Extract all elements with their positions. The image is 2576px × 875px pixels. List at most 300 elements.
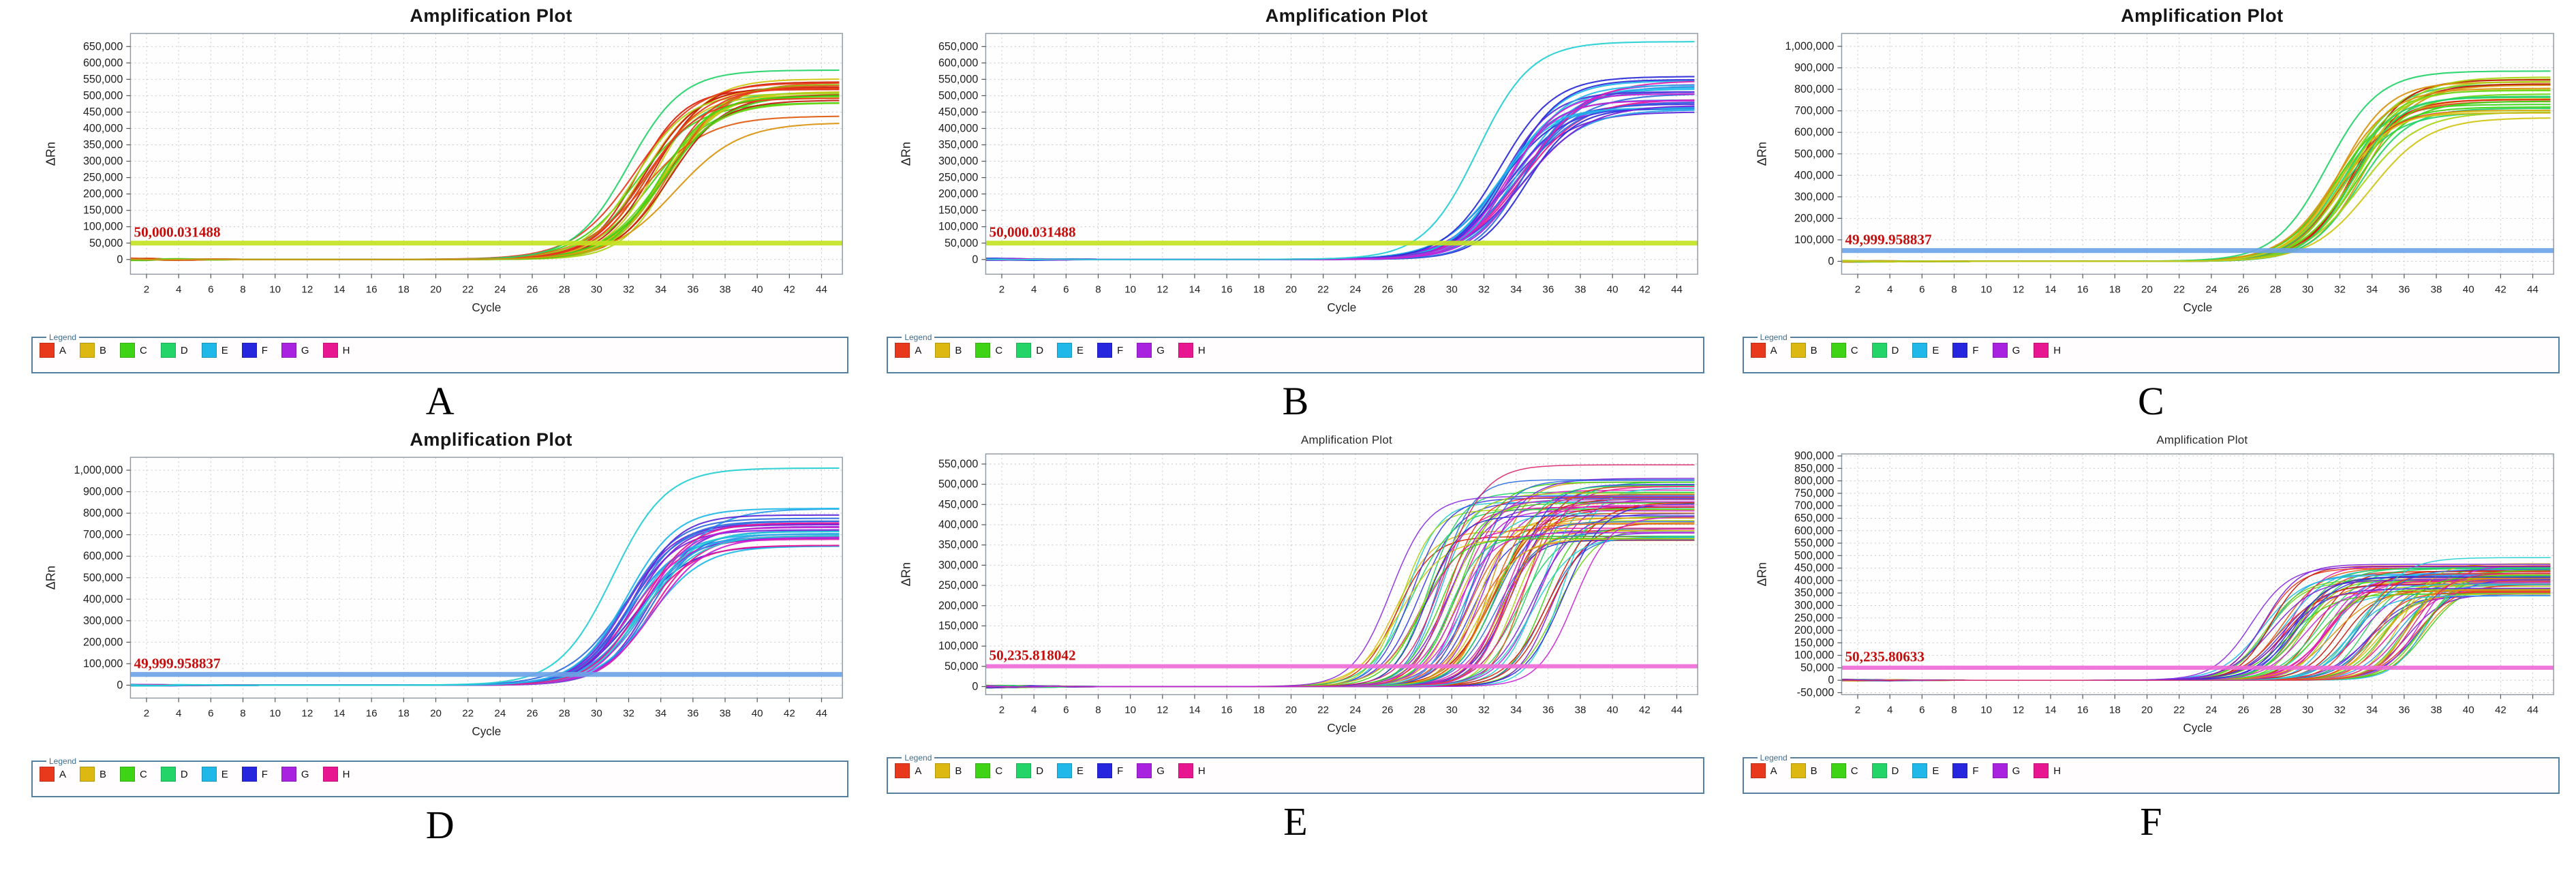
panel-label: C xyxy=(2137,379,2164,424)
y-tick-label: 600,000 xyxy=(1794,126,1834,139)
legend-entry xyxy=(935,763,962,778)
legend-entry xyxy=(1912,343,1939,358)
legend-items xyxy=(40,343,840,358)
y-axis-label: ΔRn xyxy=(899,562,913,587)
threshold-value-label: 49,999.958837 xyxy=(134,655,221,672)
x-tick-label: 38 xyxy=(719,283,731,296)
y-tick-label: 100,000 xyxy=(82,220,123,233)
y-tick-label: 700,000 xyxy=(1794,500,1834,512)
y-axis-label: ΔRn xyxy=(44,566,58,590)
legend-entry xyxy=(161,767,188,782)
legend-color-swatch xyxy=(1137,763,1152,778)
legend-entry-label: A xyxy=(1770,344,1777,356)
x-tick-label: 26 xyxy=(526,707,538,720)
legend-color-swatch xyxy=(935,343,950,358)
legend-entry xyxy=(1912,763,1939,778)
y-tick-label: 150,000 xyxy=(938,619,979,632)
x-tick-label: 12 xyxy=(301,707,313,720)
y-tick-label: 200,000 xyxy=(1794,624,1834,637)
legend-entry xyxy=(40,343,66,358)
legend-color-swatch xyxy=(323,767,338,782)
legend-color-swatch xyxy=(1137,343,1152,358)
panel-label: A xyxy=(425,379,455,424)
y-tick-label: 650,000 xyxy=(82,40,123,53)
legend-color-swatch xyxy=(1993,343,2008,358)
legend-color-swatch xyxy=(120,343,135,358)
qpcr-panel-f xyxy=(1738,427,2564,849)
legend-entry-label: H xyxy=(2053,344,2061,356)
chart-title: Amplification Plot xyxy=(410,429,572,450)
x-tick-label: 8 xyxy=(1095,283,1102,296)
legend-items xyxy=(1751,763,2551,778)
legend-entry xyxy=(1872,763,1899,778)
legend-color-swatch xyxy=(202,767,217,782)
x-tick-label: 32 xyxy=(2333,704,2346,716)
legend-color-swatch xyxy=(935,763,950,778)
y-tick-label: 900,000 xyxy=(1794,61,1834,74)
y-tick-label: 350,000 xyxy=(938,538,979,551)
legend-entry-label: E xyxy=(1932,765,1939,777)
chart-title: Amplification Plot xyxy=(2121,5,2284,26)
x-tick-label: 22 xyxy=(462,707,474,720)
x-tick-label: 12 xyxy=(1156,283,1169,296)
y-tick-label: 900,000 xyxy=(82,485,123,498)
x-tick-label: 16 xyxy=(365,283,378,296)
legend-entry xyxy=(1952,343,1978,358)
x-tick-label: 38 xyxy=(1574,704,1586,716)
legend-entry xyxy=(281,767,309,782)
legend-title: Legend xyxy=(49,333,77,343)
x-tick-label: 36 xyxy=(2398,704,2410,716)
legend-entry-label: H xyxy=(342,344,350,356)
panel-label: F xyxy=(2140,799,2162,844)
x-tick-label: 14 xyxy=(333,283,346,296)
legend-box xyxy=(887,753,1704,794)
y-tick-label: 450,000 xyxy=(938,498,979,511)
legend-entry-label: A xyxy=(59,768,67,780)
x-tick-label: 24 xyxy=(1349,704,1362,716)
y-tick-label: 300,000 xyxy=(82,615,123,628)
x-tick-label: 32 xyxy=(623,283,634,296)
amplification-chart xyxy=(1738,447,2564,753)
y-tick-label: 550,000 xyxy=(938,458,979,471)
y-tick-label: 0 xyxy=(117,253,123,266)
y-tick-label: 250,000 xyxy=(82,171,123,184)
qpcr-panel-d xyxy=(27,427,853,849)
x-tick-label: 6 xyxy=(1063,283,1069,296)
x-tick-label: 6 xyxy=(208,707,214,720)
x-tick-label: 40 xyxy=(751,283,763,296)
x-tick-label: 20 xyxy=(2141,704,2153,716)
legend-color-swatch xyxy=(161,343,176,358)
y-tick-label: 350,000 xyxy=(82,138,123,151)
x-tick-label: 26 xyxy=(1381,704,1394,716)
y-tick-label: 550,000 xyxy=(82,73,123,86)
threshold-value-label: 49,999.958837 xyxy=(1845,231,1932,248)
legend-color-swatch xyxy=(2034,343,2049,358)
y-tick-label: 500,000 xyxy=(82,571,123,584)
legend-entry xyxy=(1057,343,1084,358)
x-tick-label: 22 xyxy=(1317,704,1330,716)
legend-entry-label: G xyxy=(301,344,309,356)
y-tick-label: 750,000 xyxy=(1794,487,1834,500)
legend-entry xyxy=(1831,763,1858,778)
x-tick-label: 6 xyxy=(1918,704,1925,716)
chart-title: Amplification Plot xyxy=(1265,5,1428,26)
x-tick-label: 4 xyxy=(1886,704,1893,716)
x-axis-label: Cycle xyxy=(472,724,502,739)
x-tick-label: 2 xyxy=(143,707,150,720)
legend-entry xyxy=(1993,763,2021,778)
threshold-value-label: 50,235.818042 xyxy=(989,647,1076,664)
legend-entry-label: G xyxy=(2012,765,2021,777)
legend-entry xyxy=(1137,763,1165,778)
x-tick-label: 12 xyxy=(2012,704,2024,716)
y-axis-label: ΔRn xyxy=(44,142,58,166)
legend-entry-label: D xyxy=(1891,765,1899,777)
x-tick-label: 24 xyxy=(2205,283,2217,296)
legend-color-swatch xyxy=(120,767,135,782)
legend-color-swatch xyxy=(1057,763,1072,778)
legend-color-swatch xyxy=(202,343,217,358)
legend-box xyxy=(1743,753,2560,794)
legend-entry-label: C xyxy=(995,344,1003,356)
y-tick-label: 500,000 xyxy=(82,89,123,102)
legend-color-swatch xyxy=(1178,343,1193,358)
legend-entry-label: E xyxy=(1077,765,1084,777)
legend-entry xyxy=(1097,763,1123,778)
chart-title: Amplification Plot xyxy=(410,5,572,26)
panel-label: E xyxy=(1283,799,1308,844)
x-tick-label: 20 xyxy=(1285,704,1298,716)
y-tick-label: 800,000 xyxy=(1794,474,1834,487)
legend-entry-label: F xyxy=(1972,765,1979,777)
legend-entry xyxy=(1097,343,1123,358)
x-tick-label: 24 xyxy=(494,283,506,296)
x-tick-label: 10 xyxy=(269,283,281,296)
x-axis-label: Cycle xyxy=(2183,721,2212,735)
legend-box xyxy=(31,756,848,797)
y-tick-label: 500,000 xyxy=(938,89,979,102)
x-tick-label: 42 xyxy=(783,707,795,720)
x-tick-label: 28 xyxy=(1414,704,1426,716)
x-axis-label: Cycle xyxy=(1327,721,1357,735)
legend-title: Legend xyxy=(1760,333,1788,343)
x-tick-label: 32 xyxy=(623,707,634,720)
legend-color-swatch xyxy=(40,767,55,782)
y-tick-label: 0 xyxy=(1827,674,1834,687)
legend-entry-label: B xyxy=(1810,765,1818,777)
amplification-plot-svg xyxy=(27,450,853,756)
x-tick-label: 30 xyxy=(2301,283,2314,296)
legend-entry-label: G xyxy=(1156,765,1165,777)
x-tick-label: 34 xyxy=(655,283,667,296)
x-tick-label: 2 xyxy=(1854,704,1860,716)
legend-entry-label: A xyxy=(59,344,67,356)
y-tick-label: 1,000,000 xyxy=(74,464,123,477)
legend-color-swatch xyxy=(1016,343,1031,358)
x-tick-label: 44 xyxy=(816,707,827,720)
amplification-plot-svg xyxy=(1738,447,2564,753)
legend-color-swatch xyxy=(80,767,95,782)
y-tick-label: 450,000 xyxy=(938,106,979,119)
x-tick-label: 28 xyxy=(2269,283,2282,296)
amplification-chart xyxy=(27,450,853,756)
legend-entry-label: F xyxy=(1117,344,1124,356)
legend-entry xyxy=(1831,343,1858,358)
legend-entry-label: H xyxy=(2053,765,2061,777)
x-tick-label: 42 xyxy=(1639,283,1651,296)
legend-entry xyxy=(1178,763,1206,778)
x-tick-label: 16 xyxy=(365,707,378,720)
x-tick-label: 28 xyxy=(1414,283,1426,296)
legend-entry-label: B xyxy=(955,765,962,777)
x-tick-label: 26 xyxy=(1381,283,1394,296)
legend-entry xyxy=(1952,763,1978,778)
x-tick-label: 14 xyxy=(2044,704,2057,716)
legend-entry-label: F xyxy=(261,344,268,356)
x-tick-label: 40 xyxy=(2462,704,2474,716)
legend-items xyxy=(40,767,840,782)
y-tick-label: 400,000 xyxy=(938,519,979,532)
legend-entry-label: F xyxy=(1117,765,1124,777)
legend-color-swatch xyxy=(242,343,257,358)
legend-entry-label: D xyxy=(1036,765,1044,777)
legend-color-swatch xyxy=(40,343,55,358)
y-tick-label: 100,000 xyxy=(82,658,123,671)
legend-entry-label: C xyxy=(140,768,147,780)
y-tick-label: 700,000 xyxy=(1794,104,1834,117)
x-tick-label: 4 xyxy=(175,707,182,720)
threshold-value-label: 50,000.031488 xyxy=(134,224,221,241)
x-tick-label: 10 xyxy=(1980,283,1992,296)
y-tick-label: 500,000 xyxy=(1794,549,1834,562)
legend-title: Legend xyxy=(904,333,932,343)
legend-entry-label: H xyxy=(342,768,350,780)
y-tick-label: 300,000 xyxy=(938,155,979,168)
y-tick-label: 50,000 xyxy=(1800,662,1834,675)
legend-entry xyxy=(80,767,106,782)
legend-entry-label: E xyxy=(1077,344,1084,356)
x-tick-label: 44 xyxy=(1671,283,1683,296)
x-tick-label: 44 xyxy=(816,283,827,296)
y-tick-label: 300,000 xyxy=(1794,599,1834,612)
legend-entry xyxy=(1751,343,1777,358)
x-tick-label: 14 xyxy=(333,707,346,720)
legend-entry-label: D xyxy=(1036,344,1044,356)
legend-entry xyxy=(1872,343,1899,358)
x-tick-label: 4 xyxy=(1886,283,1893,296)
legend-entry-label: B xyxy=(955,344,962,356)
x-tick-label: 38 xyxy=(2430,704,2442,716)
y-tick-label: 50,000 xyxy=(945,236,979,249)
legend-color-swatch xyxy=(1178,763,1193,778)
legend-entry xyxy=(40,767,66,782)
x-tick-label: 10 xyxy=(269,707,281,720)
legend-color-swatch xyxy=(975,763,990,778)
x-tick-label: 30 xyxy=(590,707,602,720)
legend-color-swatch xyxy=(1057,343,1072,358)
y-tick-label: 1,000,000 xyxy=(1785,40,1834,53)
x-tick-label: 26 xyxy=(2237,704,2250,716)
x-tick-label: 34 xyxy=(2365,704,2378,716)
legend-entry xyxy=(2034,763,2061,778)
x-tick-label: 4 xyxy=(175,283,182,296)
x-tick-label: 38 xyxy=(1574,283,1586,296)
legend-entry-label: C xyxy=(1850,765,1858,777)
x-tick-label: 4 xyxy=(1031,704,1037,716)
legend-color-swatch xyxy=(1912,343,1927,358)
x-tick-label: 42 xyxy=(1639,704,1651,716)
legend-entry xyxy=(202,343,228,358)
legend-entry-label: A xyxy=(915,344,922,356)
legend-color-swatch xyxy=(1751,343,1766,358)
legend-title: Legend xyxy=(49,756,77,767)
x-tick-label: 42 xyxy=(783,283,795,296)
x-tick-label: 40 xyxy=(1607,283,1619,296)
legend-color-swatch xyxy=(80,343,95,358)
y-tick-label: 550,000 xyxy=(938,73,979,86)
y-tick-label: 650,000 xyxy=(938,40,979,53)
y-tick-label: 350,000 xyxy=(1794,587,1834,600)
legend-color-swatch xyxy=(975,343,990,358)
y-tick-label: 150,000 xyxy=(938,204,979,217)
legend-color-swatch xyxy=(1912,763,1927,778)
legend-entry xyxy=(281,343,309,358)
x-tick-label: 18 xyxy=(1253,283,1266,296)
x-tick-label: 20 xyxy=(1285,283,1298,296)
legend-entry xyxy=(975,763,1002,778)
legend-color-swatch xyxy=(1791,343,1806,358)
legend-entry-label: A xyxy=(915,765,922,777)
x-tick-label: 44 xyxy=(2526,283,2539,296)
x-tick-label: 44 xyxy=(2526,704,2539,716)
legend-entry xyxy=(1178,343,1206,358)
x-tick-label: 4 xyxy=(1031,283,1037,296)
y-tick-label: 250,000 xyxy=(938,171,979,184)
x-tick-label: 36 xyxy=(2398,283,2410,296)
x-tick-label: 8 xyxy=(1950,283,1957,296)
x-tick-label: 42 xyxy=(2494,283,2506,296)
legend-entry-label: D xyxy=(180,344,188,356)
x-tick-label: 32 xyxy=(1478,704,1490,716)
panel-label: B xyxy=(1282,379,1309,424)
x-tick-label: 40 xyxy=(751,707,763,720)
chart-title: Amplification Plot xyxy=(2156,433,2248,447)
x-tick-label: 22 xyxy=(462,283,474,296)
x-tick-label: 14 xyxy=(1189,283,1201,296)
y-tick-label: 600,000 xyxy=(1794,524,1834,537)
legend-entry xyxy=(120,767,147,782)
x-tick-label: 8 xyxy=(1095,704,1102,716)
legend-entry-label: H xyxy=(1197,344,1206,356)
x-tick-label: 6 xyxy=(208,283,214,296)
x-tick-label: 30 xyxy=(590,283,602,296)
x-tick-label: 24 xyxy=(2205,704,2217,716)
x-tick-label: 40 xyxy=(1607,704,1619,716)
y-tick-label: 400,000 xyxy=(82,593,123,606)
x-tick-label: 10 xyxy=(1980,704,1992,716)
y-tick-label: 700,000 xyxy=(82,528,123,541)
legend-entry-label: B xyxy=(1810,344,1818,356)
y-tick-label: 500,000 xyxy=(1794,147,1834,160)
legend-entry-label: F xyxy=(1972,344,1979,356)
y-tick-label: 550,000 xyxy=(1794,537,1834,550)
panel-label: D xyxy=(425,803,455,848)
y-tick-label: 200,000 xyxy=(938,187,979,200)
y-tick-label: 600,000 xyxy=(82,57,123,70)
x-tick-label: 18 xyxy=(2109,283,2121,296)
y-tick-label: 200,000 xyxy=(1794,212,1834,225)
x-tick-label: 30 xyxy=(1446,704,1458,716)
legend-color-swatch xyxy=(1016,763,1031,778)
legend-color-swatch xyxy=(1791,763,1806,778)
legend-entry-label: G xyxy=(2012,344,2021,356)
x-tick-label: 18 xyxy=(397,283,410,296)
x-tick-label: 12 xyxy=(301,283,313,296)
legend-entry xyxy=(1791,763,1818,778)
x-tick-label: 16 xyxy=(2076,283,2089,296)
x-tick-label: 32 xyxy=(2333,283,2346,296)
chart-title: Amplification Plot xyxy=(1300,433,1392,447)
y-tick-label: 450,000 xyxy=(1794,562,1834,574)
legend-color-swatch xyxy=(281,343,296,358)
x-tick-label: 2 xyxy=(999,704,1005,716)
legend-entry xyxy=(2034,343,2061,358)
x-tick-label: 6 xyxy=(1918,283,1925,296)
legend-color-swatch xyxy=(1751,763,1766,778)
qpcr-panel-a xyxy=(27,3,853,425)
y-tick-label: 500,000 xyxy=(938,478,979,491)
y-tick-label: 100,000 xyxy=(1794,233,1834,246)
legend-entry xyxy=(323,767,350,782)
amplification-chart xyxy=(883,447,1708,753)
legend-entry xyxy=(202,767,228,782)
y-tick-label: 0 xyxy=(1827,255,1834,268)
x-tick-label: 26 xyxy=(526,283,538,296)
x-tick-label: 28 xyxy=(558,283,570,296)
y-tick-label: 600,000 xyxy=(938,57,979,70)
y-tick-label: 100,000 xyxy=(1794,649,1834,662)
legend-entry-label: C xyxy=(1850,344,1858,356)
x-tick-label: 28 xyxy=(2269,704,2282,716)
legend-items xyxy=(1751,343,2551,358)
y-tick-label: 400,000 xyxy=(938,122,979,135)
qpcr-panel-b xyxy=(883,3,1708,425)
x-tick-label: 38 xyxy=(719,707,731,720)
x-tick-label: 36 xyxy=(1542,704,1554,716)
y-tick-label: 0 xyxy=(972,253,979,266)
y-axis-label: ΔRn xyxy=(1755,142,1769,166)
legend-entry xyxy=(975,343,1002,358)
x-tick-label: 34 xyxy=(1510,704,1522,716)
y-tick-label: 400,000 xyxy=(1794,169,1834,182)
y-tick-label: 850,000 xyxy=(1794,462,1834,475)
x-tick-label: 34 xyxy=(2365,283,2378,296)
legend-entry xyxy=(895,343,921,358)
legend-entry-label: C xyxy=(140,344,147,356)
legend-entry xyxy=(120,343,147,358)
amplification-chart xyxy=(1738,27,2564,333)
amplification-chart xyxy=(883,27,1708,333)
y-tick-label: 250,000 xyxy=(1794,612,1834,625)
x-tick-label: 18 xyxy=(1253,704,1266,716)
legend-entry-label: A xyxy=(1770,765,1777,777)
legend-entry-label: B xyxy=(99,344,107,356)
x-axis-label: Cycle xyxy=(2183,300,2212,314)
x-tick-label: 12 xyxy=(2012,283,2024,296)
y-tick-label: 0 xyxy=(117,679,123,692)
